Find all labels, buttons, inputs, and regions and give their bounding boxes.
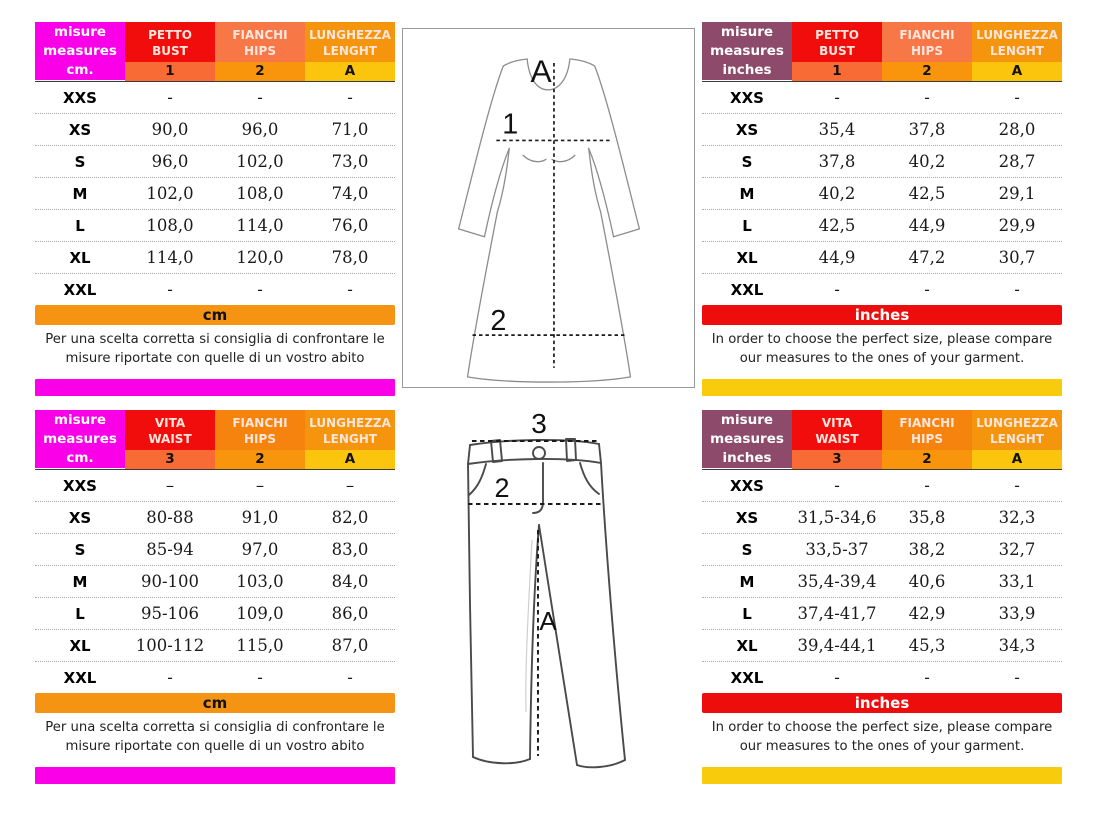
cell-value: - — [834, 476, 840, 495]
dress-left-dart — [523, 155, 546, 161]
dress-drawing — [403, 29, 694, 387]
corner-line: inches — [722, 450, 772, 466]
size-label: S — [74, 540, 86, 559]
column-length — [305, 22, 395, 81]
table-row — [702, 146, 1062, 178]
cell-value: 42,5 — [818, 216, 856, 235]
cell-value: 84,0 — [331, 572, 369, 591]
dress-right-cuff — [614, 229, 640, 237]
column-hips — [215, 410, 305, 469]
cell-value: - — [924, 476, 930, 495]
cell-value: 33,5-37 — [805, 540, 869, 559]
column-label: WAIST — [148, 432, 192, 446]
corner-line: measures — [43, 43, 117, 59]
column-label: LENGHT — [990, 432, 1044, 446]
cell-value: 96,0 — [151, 152, 189, 171]
cell-value: 97,0 — [241, 540, 279, 559]
column-label: VITA — [821, 416, 853, 430]
column-code: 3 — [125, 450, 215, 469]
pants-fly — [533, 463, 543, 513]
corner-line: inches — [722, 62, 772, 78]
column-label: WAIST — [815, 432, 859, 446]
cell-value: 30,7 — [998, 248, 1036, 267]
size-label: S — [74, 152, 86, 171]
column-label: HIPS — [911, 432, 943, 446]
cell-value: 37,8 — [818, 152, 856, 171]
dress-figure-box — [402, 28, 695, 388]
cell-value: 114,0 — [146, 248, 194, 267]
corner-cell-cm — [35, 22, 125, 80]
table-row — [35, 114, 395, 146]
note-english: In order to choose the perfect size, please compare our measures to the ones of your garment. — [711, 332, 1053, 366]
table-header — [35, 22, 395, 81]
corner-line: measures — [43, 431, 117, 447]
cell-value: 91,0 — [241, 508, 279, 527]
cell-value: 96,0 — [241, 120, 279, 139]
column-length — [305, 410, 395, 469]
cell-value: 120,0 — [236, 248, 284, 267]
cell-value: 32,7 — [998, 540, 1036, 559]
unit-banner-cm: cm — [35, 693, 395, 713]
cell-value: 29,1 — [998, 184, 1036, 203]
column-label: LENGHT — [323, 432, 377, 446]
pants-waistband-left — [468, 445, 470, 464]
size-table-pants-inches — [702, 410, 1062, 784]
dress-left-cuff — [459, 229, 485, 237]
column-waist — [125, 410, 215, 469]
table-row — [702, 534, 1062, 566]
cell-value: 35,4 — [818, 120, 856, 139]
column-label: PETTO — [148, 28, 192, 42]
pants-waistband-right — [599, 444, 601, 463]
column-label: BUST — [819, 44, 855, 58]
pants-right-hem — [577, 760, 625, 767]
cell-value: 103,0 — [236, 572, 284, 591]
pants-right-outer-seam — [601, 463, 625, 760]
table-row — [702, 662, 1062, 693]
cell-value: - — [347, 668, 353, 687]
cell-value: 82,0 — [331, 508, 369, 527]
cell-value: 44,9 — [818, 248, 856, 267]
table-row — [702, 82, 1062, 114]
table-row — [35, 178, 395, 210]
corner-line: measures — [710, 43, 784, 59]
column-label: LENGHT — [323, 44, 377, 58]
column-label: LUNGHEZZA — [976, 28, 1058, 42]
dress-hem — [468, 377, 631, 382]
size-label: XXL — [730, 280, 764, 299]
corner-line: misure — [53, 24, 107, 40]
cell-value: 102,0 — [146, 184, 194, 203]
size-label: XS — [68, 508, 92, 527]
cell-value: - — [924, 280, 930, 299]
table-row — [35, 502, 395, 534]
size-label: XS — [735, 120, 759, 139]
cell-value: 47,2 — [908, 248, 946, 267]
cell-value: – — [255, 476, 265, 495]
corner-line: misure — [720, 24, 774, 40]
size-label: XL — [69, 636, 91, 655]
size-table-dress-inches — [702, 22, 1062, 396]
cell-value: 108,0 — [236, 184, 284, 203]
size-table-dress-cm — [35, 22, 395, 396]
table-row — [35, 534, 395, 566]
cell-value: 78,0 — [331, 248, 369, 267]
column-label: FIANCHI — [232, 28, 288, 42]
table-row — [702, 114, 1062, 146]
pants-left-outer-seam — [468, 464, 473, 757]
dress-right-bodice — [589, 148, 601, 212]
cell-value: 108,0 — [146, 216, 194, 235]
dress-left-sleeve-inner — [484, 148, 509, 236]
table-body — [702, 81, 1062, 305]
cell-value: - — [257, 88, 263, 107]
column-code: 2 — [215, 62, 305, 81]
size-label: L — [742, 604, 752, 623]
cell-value: 31,5-34,6 — [797, 508, 877, 527]
column-code: A — [305, 62, 395, 81]
size-label: XL — [69, 248, 91, 267]
size-label: S — [741, 540, 753, 559]
pants-length-label: A — [539, 606, 557, 636]
cell-value: 90,0 — [151, 120, 189, 139]
dress-hips-label: 2 — [490, 305, 507, 338]
corner-cell-cm — [35, 410, 125, 468]
table-row — [702, 566, 1062, 598]
size-label: XXL — [730, 668, 764, 687]
cell-value: – — [165, 476, 175, 495]
unit-banner-cm: cm — [35, 305, 395, 325]
corner-cell-inches — [702, 22, 792, 80]
cell-value: 85-94 — [146, 540, 194, 559]
cell-value: - — [1014, 668, 1020, 687]
size-label: XS — [735, 508, 759, 527]
corner-line: misure — [53, 412, 107, 428]
column-code: 3 — [792, 450, 882, 469]
cell-value: 40,2 — [908, 152, 946, 171]
pants-waist-label: 3 — [531, 412, 547, 439]
cell-value: 40,6 — [908, 572, 946, 591]
cell-value: - — [347, 88, 353, 107]
footer-bar-magenta — [35, 379, 395, 396]
cell-value: - — [167, 88, 173, 107]
cell-value: 95-106 — [140, 604, 200, 623]
table-row — [35, 470, 395, 502]
column-label: LUNGHEZZA — [976, 416, 1058, 430]
cell-value: 32,3 — [998, 508, 1036, 527]
table-body — [35, 469, 395, 693]
footer-bar-gold — [702, 767, 1062, 784]
pants-belt-loop-left — [491, 440, 502, 462]
note-english: In order to choose the perfect size, please compare our measures to the ones of your garment. — [711, 720, 1053, 754]
corner-line: cm. — [66, 62, 94, 78]
column-code: A — [972, 62, 1062, 81]
column-hips — [882, 22, 972, 81]
table-row — [35, 274, 395, 305]
column-code: 1 — [125, 62, 215, 81]
table-row — [702, 630, 1062, 662]
cell-value: 115,0 — [236, 636, 284, 655]
unit-banner-inches: inches — [702, 305, 1062, 325]
table-row — [35, 82, 395, 114]
cell-value: 37,4-41,7 — [797, 604, 877, 623]
cell-value: - — [257, 280, 263, 299]
pants-hips-label: 2 — [494, 473, 510, 503]
column-length — [972, 410, 1062, 469]
table-row — [702, 178, 1062, 210]
table-body — [35, 81, 395, 305]
dress-bust-label: 1 — [502, 108, 519, 141]
cell-value: 109,0 — [236, 604, 284, 623]
corner-line: cm. — [66, 450, 94, 466]
column-label: BUST — [152, 44, 188, 58]
table-row — [35, 242, 395, 274]
table-row — [702, 242, 1062, 274]
column-code: 2 — [215, 450, 305, 469]
cell-value: - — [167, 668, 173, 687]
cell-value: 35,8 — [908, 508, 946, 527]
cell-value: 28,0 — [998, 120, 1036, 139]
cell-value: 39,4-44,1 — [797, 636, 877, 655]
footer-bar-gold — [702, 379, 1062, 396]
table-row — [35, 598, 395, 630]
cell-value: 80-88 — [146, 508, 194, 527]
table-row — [35, 566, 395, 598]
table-row — [35, 210, 395, 242]
column-code: 2 — [882, 62, 972, 81]
column-code: A — [305, 450, 395, 469]
table-row — [35, 662, 395, 693]
column-label: HIPS — [911, 44, 943, 58]
table-header — [702, 22, 1062, 81]
cell-value: 29,9 — [998, 216, 1036, 235]
column-label: FIANCHI — [899, 28, 955, 42]
size-label: M — [739, 184, 755, 203]
column-waist — [792, 410, 882, 469]
size-label: L — [75, 216, 85, 235]
corner-line: measures — [710, 431, 784, 447]
column-label: LENGHT — [990, 44, 1044, 58]
cell-value: 87,0 — [331, 636, 369, 655]
footer-bar-magenta — [35, 767, 395, 784]
size-table-pants-cm — [35, 410, 395, 784]
column-hips — [215, 22, 305, 81]
table-row — [702, 470, 1062, 502]
cell-value: 40,2 — [818, 184, 856, 203]
dress-length-label: A — [530, 52, 552, 89]
cell-value: 44,9 — [908, 216, 946, 235]
pants-drawing — [428, 412, 676, 792]
cell-value: - — [834, 668, 840, 687]
cell-value: - — [1014, 280, 1020, 299]
cell-value: 83,0 — [331, 540, 369, 559]
size-label: L — [742, 216, 752, 235]
size-label: M — [72, 184, 88, 203]
cell-value: 71,0 — [331, 120, 369, 139]
column-label: LUNGHEZZA — [309, 416, 391, 430]
cell-value: - — [257, 668, 263, 687]
column-bust — [125, 22, 215, 81]
size-label: M — [739, 572, 755, 591]
pants-left-pocket — [469, 464, 486, 495]
cell-value: - — [347, 280, 353, 299]
cell-value: 42,9 — [908, 604, 946, 623]
table-row — [702, 598, 1062, 630]
cell-value: 35,4-39,4 — [797, 572, 877, 591]
dress-right-dart — [552, 155, 575, 161]
cell-value: 86,0 — [331, 604, 369, 623]
column-label: HIPS — [244, 432, 276, 446]
size-label: XS — [68, 120, 92, 139]
table-row — [702, 502, 1062, 534]
table-row — [35, 146, 395, 178]
dress-right-sleeve-inner — [589, 148, 614, 236]
size-label: XXS — [730, 476, 764, 495]
cell-value: 45,3 — [908, 636, 946, 655]
cell-value: - — [924, 88, 930, 107]
column-hips — [882, 410, 972, 469]
column-label: VITA — [154, 416, 186, 430]
cell-value: - — [924, 668, 930, 687]
pants-button — [533, 447, 545, 459]
cell-value: 37,8 — [908, 120, 946, 139]
size-label: XXS — [730, 88, 764, 107]
pants-belt-loop-right — [566, 439, 576, 461]
size-label: XL — [736, 248, 758, 267]
column-label: FIANCHI — [232, 416, 288, 430]
corner-cell-inches — [702, 410, 792, 468]
column-length — [972, 22, 1062, 81]
size-label: XXL — [63, 280, 97, 299]
column-label: PETTO — [815, 28, 859, 42]
cell-value: 38,2 — [908, 540, 946, 559]
note-italian: Per una scelta corretta si consiglia di confrontare le misure riportate con quelle di un vostro abito — [45, 720, 385, 754]
column-code: 2 — [882, 450, 972, 469]
size-label: XXS — [63, 88, 97, 107]
pants-figure-box — [428, 412, 676, 792]
dress-right-sleeve-outer — [571, 59, 640, 229]
note-italian: Per una scelta corretta si consiglia di confrontare le misure riportate con quelle di un vostro abito — [45, 332, 385, 366]
size-label: S — [741, 152, 753, 171]
size-label: XL — [736, 636, 758, 655]
column-label: FIANCHI — [899, 416, 955, 430]
column-bust — [792, 22, 882, 81]
cell-value: 73,0 — [331, 152, 369, 171]
table-row — [702, 274, 1062, 305]
size-label: XXL — [63, 668, 97, 687]
cell-value: - — [834, 280, 840, 299]
cell-value: 90-100 — [140, 572, 200, 591]
size-label: M — [72, 572, 88, 591]
cell-value: 114,0 — [236, 216, 284, 235]
unit-banner-inches: inches — [702, 693, 1062, 713]
column-label: LUNGHEZZA — [309, 28, 391, 42]
cell-value: 33,1 — [998, 572, 1036, 591]
pants-right-inner-seam — [539, 525, 577, 765]
cell-value: - — [834, 88, 840, 107]
cell-value: - — [1014, 88, 1020, 107]
size-label: L — [75, 604, 85, 623]
column-label: HIPS — [244, 44, 276, 58]
cell-value: 33,9 — [998, 604, 1036, 623]
pants-left-hem — [473, 757, 530, 763]
cell-value: 28,7 — [998, 152, 1036, 171]
cell-value: 74,0 — [331, 184, 369, 203]
cell-value: 42,5 — [908, 184, 946, 203]
cell-value: – — [345, 476, 355, 495]
cell-value: 76,0 — [331, 216, 369, 235]
dress-left-sleeve-outer — [459, 59, 528, 229]
table-header — [702, 410, 1062, 469]
cell-value: - — [1014, 476, 1020, 495]
cell-value: 102,0 — [236, 152, 284, 171]
cell-value: - — [167, 280, 173, 299]
cell-value: 34,3 — [998, 636, 1036, 655]
corner-line: misure — [720, 412, 774, 428]
table-row — [702, 210, 1062, 242]
cell-value: 100-112 — [135, 636, 205, 655]
column-code: 1 — [792, 62, 882, 81]
table-header — [35, 410, 395, 469]
pants-right-pocket — [580, 463, 599, 494]
table-row — [35, 630, 395, 662]
size-label: XXS — [63, 476, 97, 495]
dress-left-bodice — [497, 148, 509, 212]
table-body — [702, 469, 1062, 693]
column-code: A — [972, 450, 1062, 469]
